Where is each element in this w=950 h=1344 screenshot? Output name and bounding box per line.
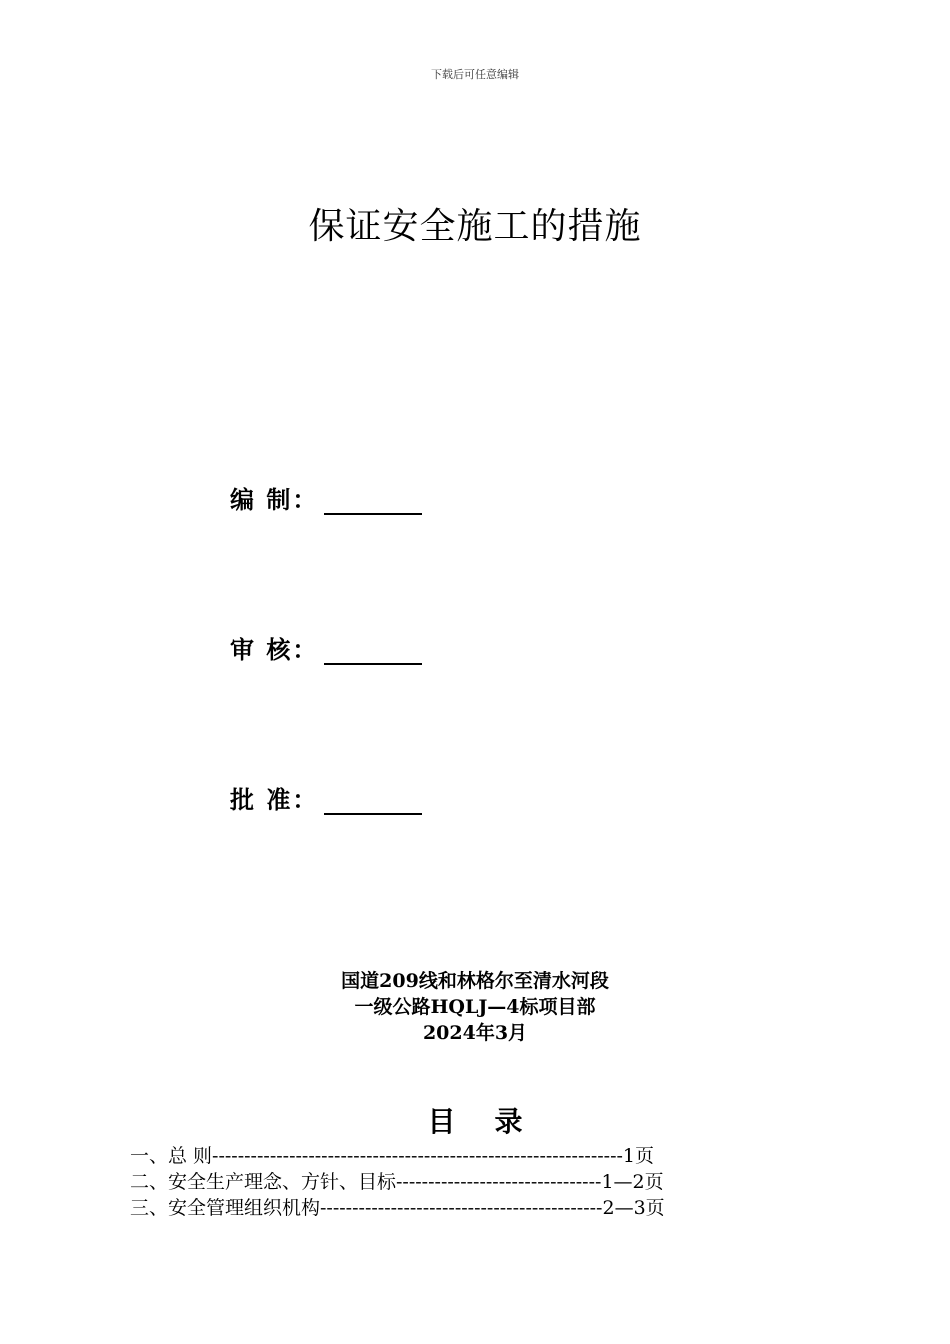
org-line-1: 国道209线和林格尔至清水河段 <box>341 970 609 992</box>
header-note: 下载后可任意编辑 <box>431 68 519 81</box>
signature-line <box>324 789 422 815</box>
org-date: 2024年3月 <box>422 1022 528 1044</box>
toc-heading <box>0 1100 950 1140</box>
document-title: 保证安全施工的措施 <box>308 206 642 247</box>
signature-line <box>324 489 422 515</box>
sign-field-compile <box>230 480 422 515</box>
toc-title: 目 录 <box>427 1105 523 1138</box>
toc-item[interactable]: 二、安全生产理念、方针、目标--------------------------------1—2页 <box>130 1171 664 1193</box>
sign-label: 编 制： <box>230 485 319 514</box>
sign-label: 审 核： <box>230 635 319 664</box>
toc-item[interactable]: 一、总 则----------------------------------------------------------------1页 <box>130 1145 655 1167</box>
organization-block <box>0 968 950 1046</box>
toc-item[interactable]: 三、安全管理组织机构--------------------------------------------2—3页 <box>130 1197 665 1219</box>
sign-label: 批 准： <box>230 785 319 814</box>
sign-field-review <box>230 630 422 665</box>
signature-line <box>324 639 422 665</box>
sign-field-approve <box>230 780 422 815</box>
org-line-2: 一级公路HQLJ—4标项目部 <box>354 996 596 1018</box>
table-of-contents <box>130 1143 665 1221</box>
